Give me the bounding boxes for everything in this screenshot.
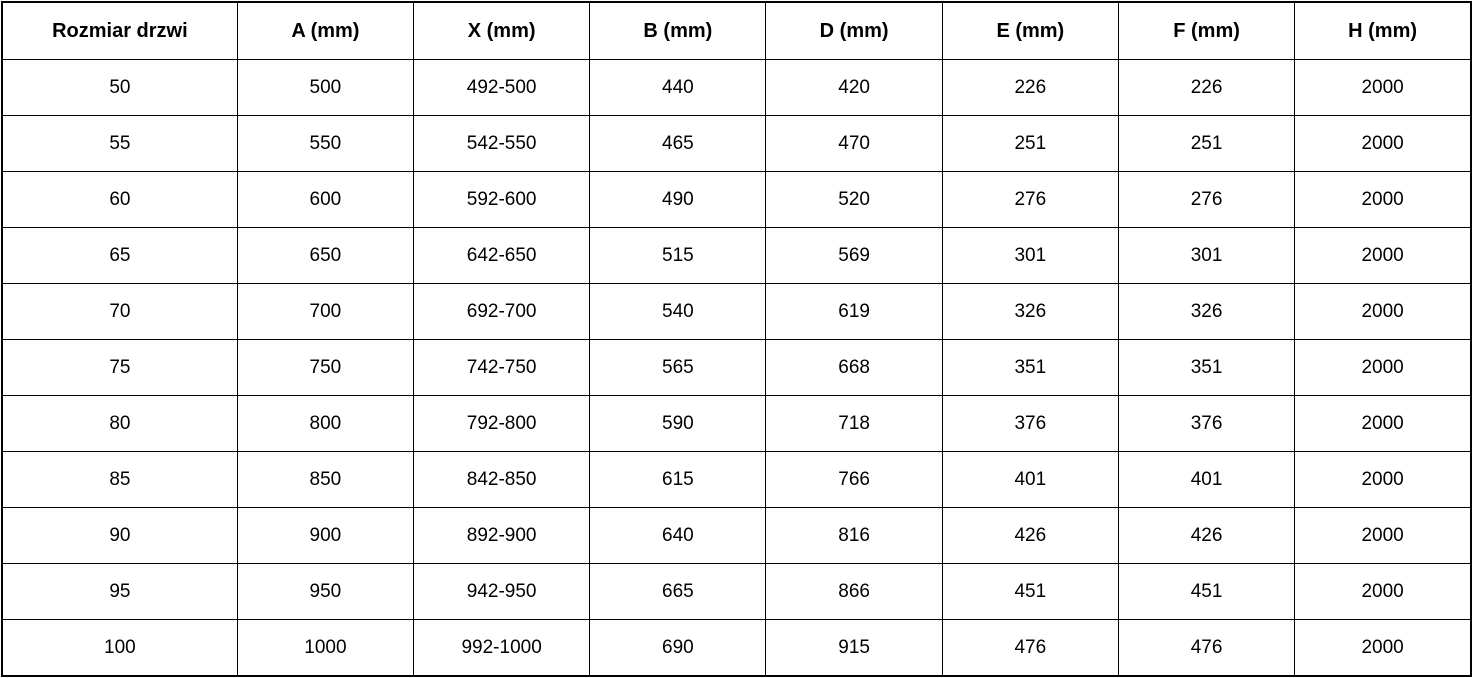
table-cell: 465 (590, 116, 766, 172)
table-cell: 665 (590, 564, 766, 620)
table-cell: 376 (1118, 396, 1294, 452)
table-row (2, 564, 1471, 620)
table-cell: 251 (942, 116, 1118, 172)
table-cell: 326 (942, 284, 1118, 340)
column-header: X (mm) (414, 2, 590, 60)
table-row (2, 172, 1471, 228)
table-cell: 100 (2, 620, 237, 677)
table-cell: 351 (942, 340, 1118, 396)
table-cell: 766 (766, 452, 942, 508)
table-cell: 619 (766, 284, 942, 340)
table-cell: 401 (1118, 452, 1294, 508)
table-cell: 476 (1118, 620, 1294, 677)
table-cell: 470 (766, 116, 942, 172)
table-cell: 65 (2, 228, 237, 284)
table-cell: 301 (942, 228, 1118, 284)
table-cell: 816 (766, 508, 942, 564)
table-cell: 376 (942, 396, 1118, 452)
table-cell: 490 (590, 172, 766, 228)
table-cell: 251 (1118, 116, 1294, 172)
table-cell: 301 (1118, 228, 1294, 284)
table-cell: 692-700 (414, 284, 590, 340)
table-cell: 542-550 (414, 116, 590, 172)
table-cell: 226 (1118, 60, 1294, 116)
table-cell: 80 (2, 396, 237, 452)
table-cell: 420 (766, 60, 942, 116)
table-cell: 426 (1118, 508, 1294, 564)
table-cell: 476 (942, 620, 1118, 677)
table-cell: 2000 (1295, 60, 1471, 116)
table-cell: 95 (2, 564, 237, 620)
table-cell: 70 (2, 284, 237, 340)
table-cell: 640 (590, 508, 766, 564)
table-cell: 2000 (1295, 508, 1471, 564)
table-cell: 615 (590, 452, 766, 508)
table-cell: 850 (237, 452, 413, 508)
table-cell: 60 (2, 172, 237, 228)
table-body (2, 60, 1471, 677)
table-cell: 742-750 (414, 340, 590, 396)
table-cell: 642-650 (414, 228, 590, 284)
table-cell: 50 (2, 60, 237, 116)
table-cell: 2000 (1295, 172, 1471, 228)
table-cell: 500 (237, 60, 413, 116)
table-row (2, 116, 1471, 172)
column-header: B (mm) (590, 2, 766, 60)
table-cell: 2000 (1295, 116, 1471, 172)
table-cell: 550 (237, 116, 413, 172)
table-cell: 750 (237, 340, 413, 396)
table-row (2, 508, 1471, 564)
table-row (2, 396, 1471, 452)
table-cell: 718 (766, 396, 942, 452)
column-header: Rozmiar drzwi (2, 2, 237, 60)
door-size-table (1, 1, 1472, 677)
column-header: D (mm) (766, 2, 942, 60)
table-cell: 351 (1118, 340, 1294, 396)
table-cell: 401 (942, 452, 1118, 508)
table-cell: 600 (237, 172, 413, 228)
table-cell: 2000 (1295, 284, 1471, 340)
table-cell: 492-500 (414, 60, 590, 116)
table-row (2, 452, 1471, 508)
table-cell: 2000 (1295, 620, 1471, 677)
table-cell: 90 (2, 508, 237, 564)
table-row (2, 284, 1471, 340)
table-cell: 592-600 (414, 172, 590, 228)
table-cell: 85 (2, 452, 237, 508)
table-cell: 2000 (1295, 396, 1471, 452)
column-header: E (mm) (942, 2, 1118, 60)
table-cell: 565 (590, 340, 766, 396)
table-cell: 75 (2, 340, 237, 396)
table-cell: 426 (942, 508, 1118, 564)
table-cell: 515 (590, 228, 766, 284)
table-cell: 700 (237, 284, 413, 340)
table-cell: 2000 (1295, 564, 1471, 620)
table-cell: 2000 (1295, 340, 1471, 396)
table-cell: 276 (1118, 172, 1294, 228)
table-cell: 668 (766, 340, 942, 396)
table-cell: 520 (766, 172, 942, 228)
table-cell: 842-850 (414, 452, 590, 508)
table-cell: 892-900 (414, 508, 590, 564)
table-cell: 1000 (237, 620, 413, 677)
table-cell: 276 (942, 172, 1118, 228)
table-cell: 992-1000 (414, 620, 590, 677)
table-cell: 800 (237, 396, 413, 452)
table-cell: 326 (1118, 284, 1294, 340)
table-cell: 440 (590, 60, 766, 116)
header-row (2, 2, 1471, 60)
table-cell: 226 (942, 60, 1118, 116)
table-cell: 540 (590, 284, 766, 340)
table-cell: 900 (237, 508, 413, 564)
table-cell: 451 (942, 564, 1118, 620)
table-row (2, 340, 1471, 396)
table-cell: 590 (590, 396, 766, 452)
table-cell: 942-950 (414, 564, 590, 620)
table-cell: 55 (2, 116, 237, 172)
table-cell: 866 (766, 564, 942, 620)
table-cell: 792-800 (414, 396, 590, 452)
table-cell: 451 (1118, 564, 1294, 620)
table-cell: 2000 (1295, 228, 1471, 284)
column-header: A (mm) (237, 2, 413, 60)
table-cell: 915 (766, 620, 942, 677)
column-header: H (mm) (1295, 2, 1471, 60)
table-cell: 650 (237, 228, 413, 284)
table-cell: 950 (237, 564, 413, 620)
table-row (2, 60, 1471, 116)
table-cell: 690 (590, 620, 766, 677)
table-row (2, 620, 1471, 677)
table-cell: 569 (766, 228, 942, 284)
column-header: F (mm) (1118, 2, 1294, 60)
table-cell: 2000 (1295, 452, 1471, 508)
table-row (2, 228, 1471, 284)
